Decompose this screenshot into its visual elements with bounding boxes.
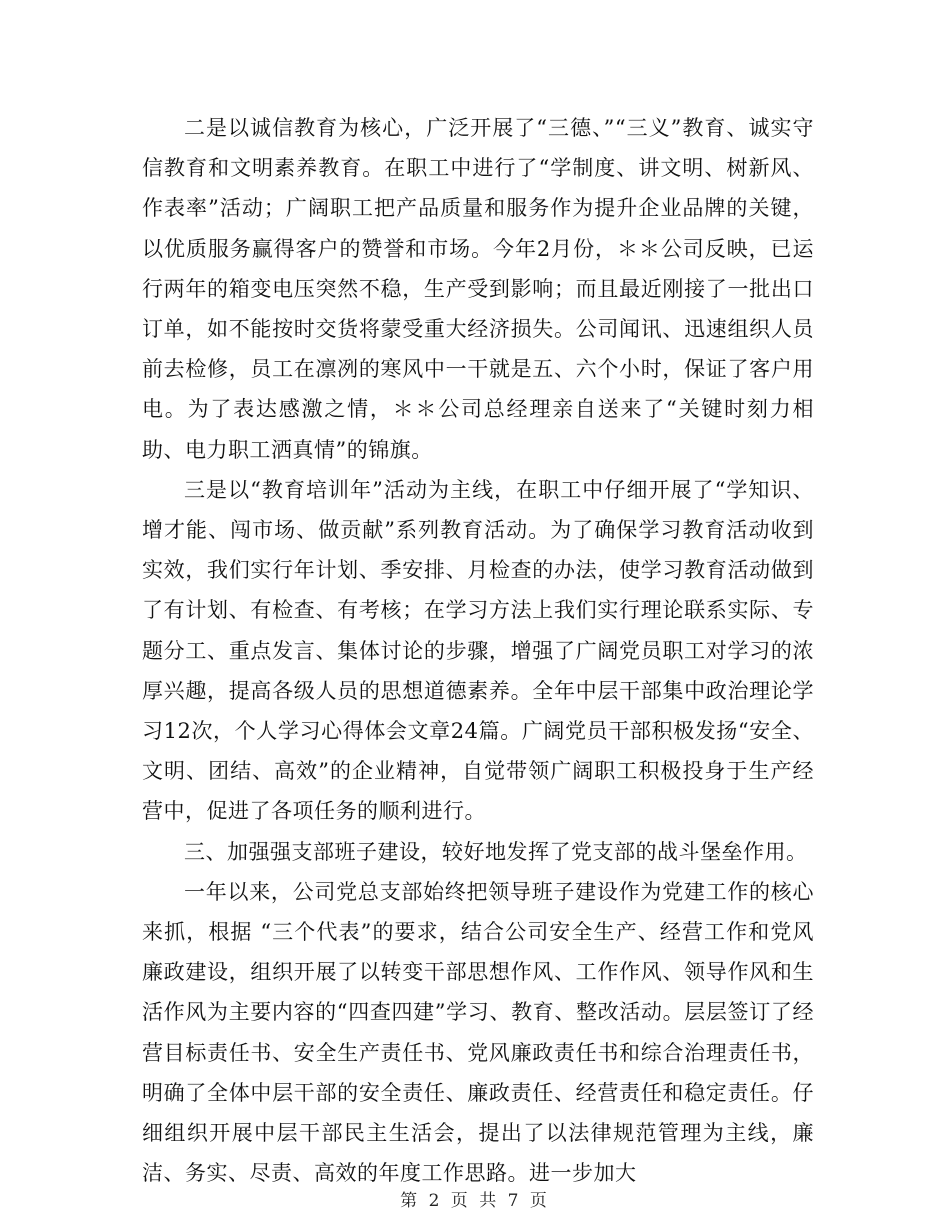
- paragraph-integrity-education: 二是以诚信教育为核心，广泛开展了“三德、”“三义”教育、诚实守信教育和文明素养教育。在职工中进行了“学制度、讲文明、树新风、作表率”活动；广阔职工把产品质量和服务作为提升企业品牌的关键，以优质服务赢得客户的赞誉和市场。今年2月份，＊＊公司反映，已运行两年的箱变电压突然不稳，生产受到影响；而且最近刚接了一批出口订单，如不能按时交货将蒙受重大经济损失。公司闻讯、迅速组织人员前去检修，员工在凛冽的寒风中一干就是五、六个小时，保证了客户用电。为了表达感激之情，＊＊公司总经理亲自送来了“关键时刻力相助、电力职工洒真情”的锦旗。: [142, 116, 814, 462]
- paragraph-leadership-building: 一年以来，公司党总支部始终把领导班子建设作为党建工作的核心来抓，根据 “三个代表”的要求，结合公司安全生产、经营工作和党风廉政建设，组织开展了以转变干部思想作风、工作作风、领导作风和生活作风为主要内容的“四查四建”学习、教育、整改活动。层层签订了经营目标责任书、安全生产责任书、党风廉政责任书和综合治理责任书，明确了全体中层干部的安全责任、廉政责任、经营责任和稳定责任。仔细组织开展中层干部民主生活会，提出了以法律规范管理为主线，廉洁、务实、尽责、高效的年度工作思路。进一步加大: [142, 879, 814, 1186]
- page-footer: 第 2 页 共 7 页: [400, 1191, 550, 1211]
- document-body: [142, 108, 814, 1193]
- section-heading-branch-building: 三、加强强支部班子建设，较好地发挥了党支部的战斗堡垒作用。: [184, 839, 808, 864]
- paragraph-training-year: 三是以“教育培训年”活动为主线，在职工中仔细开展了“学知识、增才能、闯市场、做贡献”系列教育活动。为了确保学习教育活动收到实效，我们实行年计划、季安排、月检查的办法，使学习教育活动做到了有计划、有检查、有考核；在学习方法上我们实行理论联系实际、专题分工、重点发言、集体讨论的步骤，增强了广阔党员职工对学习的浓厚兴趣，提高各级人员的思想道德素养。全年中层干部集中政治理论学习12次，个人学习心得体会文章24篇。广阔党员干部积极发扬“安全、文明、团结、高效”的企业精神，自觉带领广阔职工积极投身于生产经营中，促进了各项任务的顺利进行。: [142, 477, 814, 824]
